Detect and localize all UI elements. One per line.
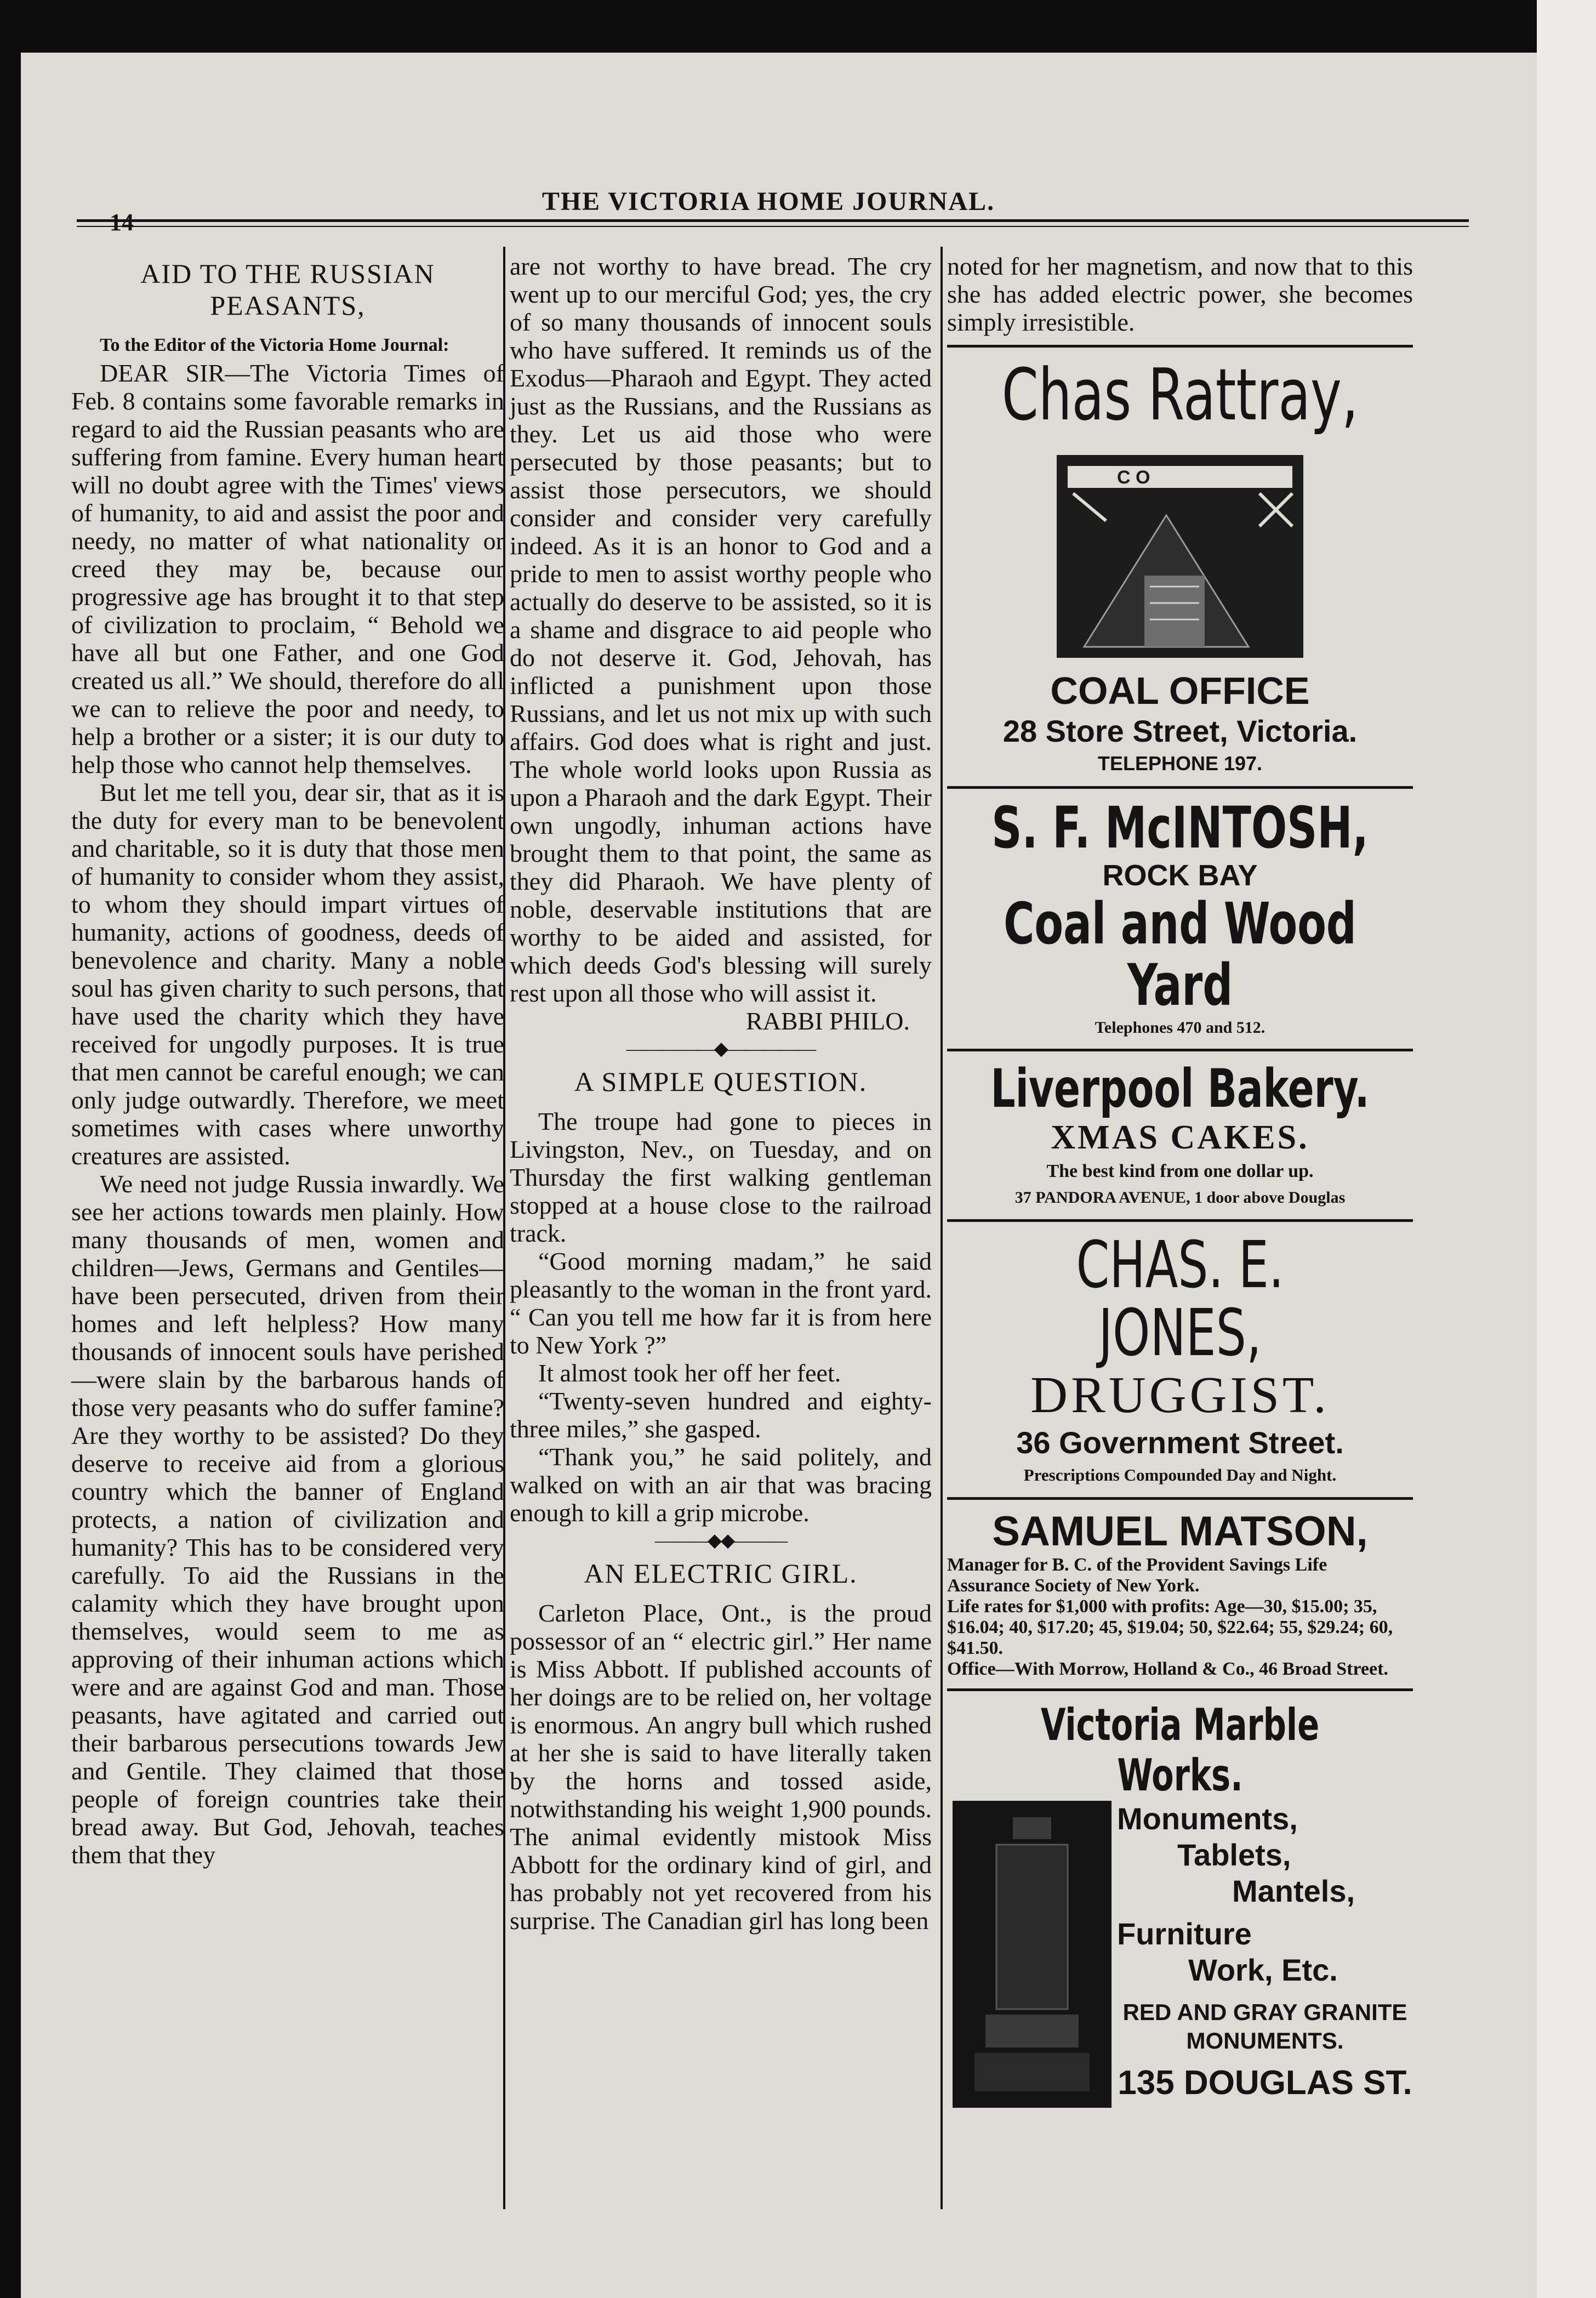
ad-rule bbox=[947, 1049, 1413, 1051]
ad-mcintosh-place: ROCK BAY bbox=[1102, 859, 1258, 892]
ad-marble-item: Furniture bbox=[1117, 1916, 1252, 1951]
paragraph: Carleton Place, Ont., is the proud possessor of an “ electric girl.” Her name is Miss Abbott. If published accounts of her doings are to be relied on, her voltage is enormous. An angry bull which rushed at her she is said to have literally taken by the horns and tossed aside, notwithstanding his weight 1,900 pounds. The animal evidently mistook Miss Abbott for the ordinary kind of girl, and has probably not yet recovered from his surprise. The Canadian girl has long been bbox=[510, 1599, 932, 1935]
ad-samuel-matson bbox=[947, 1509, 1413, 1680]
paragraph-continued: noted for her magnetism, and now that to this she has added electric power, she becomes simply irresistible. bbox=[947, 252, 1413, 336]
ad-liverpool-product: XMAS CAKES. bbox=[1051, 1119, 1309, 1156]
ad-mcintosh-telephones: Telephones 470 and 512. bbox=[1095, 1019, 1266, 1037]
paragraph: “Thank you,” he said politely, and walked on with an air that was bracing enough to kill a grip microbe. bbox=[510, 1443, 932, 1527]
ad-jones-tagline: Prescriptions Compounded Day and Night. bbox=[1023, 1465, 1337, 1484]
ad-marble-item: Work, Etc. bbox=[1188, 1953, 1338, 1987]
article-title-electric-girl: AN ELECTRIC GIRL. bbox=[584, 1558, 858, 1589]
ad-victoria-marble-works bbox=[947, 1700, 1413, 2108]
ad-chas-jones bbox=[947, 1227, 1413, 1488]
ad-rule bbox=[947, 1497, 1413, 1500]
monument-illustration bbox=[953, 1801, 1112, 2108]
ad-liverpool-address: 37 PANDORA AVENUE, 1 door above Douglas bbox=[1014, 1188, 1346, 1207]
editor-line: To the Editor of the Victoria Home Journal: bbox=[100, 335, 449, 355]
column-1 bbox=[71, 252, 504, 1869]
column-rule-2 bbox=[941, 247, 943, 2209]
paragraph: But let me tell you, dear sir, that as it is the duty for every man to be benevolent and charitable, so it is duty that those men of humanity to consider whom they assist, to whom they should impart virtues of humanity, actions of goodness, deeds of benevolence and charity. Many a noble soul has given charity to such persons, that have used the charity which they have received for ungodly purposes. It is true that men cannot be careful enough; we can only judge outwardly. Therefore, we meet sometimes with cases where unworthy creatures are assisted. bbox=[71, 778, 504, 1170]
ad-rattray bbox=[947, 353, 1413, 777]
ad-rattray-address: 28 Store Street, Victoria. bbox=[1002, 714, 1358, 748]
ad-marble-address: 135 DOUGLAS ST. bbox=[1118, 2064, 1412, 2102]
ad-jones-title: DRUGGIST. bbox=[1030, 1367, 1330, 1424]
ad-liverpool-name: Liverpool Bakery. bbox=[990, 1058, 1370, 1119]
ad-rule bbox=[947, 1688, 1413, 1691]
ad-marble-name: Victoria Marble Works. bbox=[1040, 1699, 1320, 1801]
divider-ornament: ―――――◆――――― bbox=[626, 1039, 816, 1059]
header-rule-thin bbox=[77, 226, 1469, 227]
ad-rattray-office: COAL OFFICE bbox=[1050, 669, 1310, 712]
coal-office-illustration bbox=[1051, 439, 1309, 663]
article-title-russian: AID TO THE RUSSIAN PEASANTS, bbox=[140, 258, 435, 321]
paragraph: DEAR SIR—The Victoria Times of Feb. 8 contains some favorable remarks in regard to aid the Russian peasants who are suffering from famine. Every human heart will no doubt agree with the Times' views of humanity, to aid and assist the poor and needy, no matter of what nationality or creed they may be, because our progressive age has brought it to that step of civilization to proclaim, “ Behold we have all but one Father, and one God created us all.” We should, therefore do all we can to relieve the poor and needy, to help a brother or a sister; it is our duty to help those who cannot help themselves. bbox=[71, 359, 504, 778]
page-header bbox=[0, 126, 1537, 236]
ad-mcintosh-name: S. F. McINTOSH, bbox=[991, 794, 1369, 861]
article-title-simple-question: A SIMPLE QUESTION. bbox=[574, 1066, 868, 1097]
ad-matson-line2: Life rates for $1,000 with profits: Age—30, $15.00; 35, $16.04; 40, $17.20; 45, $19.04; 50, $22.64; 55, $29.24; 60, $41.50. bbox=[947, 1596, 1393, 1658]
ad-marble-item: Tablets, bbox=[1177, 1838, 1291, 1872]
scan-margin bbox=[1537, 0, 1596, 2298]
page-number: 14 bbox=[110, 209, 134, 236]
ad-jones-address: 36 Government Street. bbox=[1016, 1425, 1344, 1460]
signature: RABBI PHILO. bbox=[745, 1007, 910, 1035]
ad-rattray-telephone: TELEPHONE 197. bbox=[1097, 752, 1263, 775]
svg-text:C O: C O bbox=[1117, 467, 1150, 488]
paragraph: We need not judge Russia inwardly. We see her actions towards men plainly. How many thousands of men, women and children—Jews, Germans and Gentiles—have been persecuted, driven from their homes and left helpless? How many thousands of innocent souls have perished—were slain by the barbarous hands of those very peasants who do suffer famine? Are they worthy to be assisted? Do they deserve to receive aid from a glorious country which the banner of England protects, a nation of civilization and humanity? This has to be considered very carefully. To aid the Russians in the calamity which they have brought upon themselves, would seem to me as approving of their inhuman actions which were and are against God and man. Those peasants, have agitated and carried out their barbarous persecutions towards Jew and Gentile. They claimed that those people of foreign countries take their bread away. But God, Jehovah, teaches them that they bbox=[71, 1170, 504, 1869]
journal-title: THE VICTORIA HOME JOURNAL. bbox=[542, 187, 995, 216]
paragraph: “Good morning madam,” he said pleasantly to the woman in the front yard. “ Can you tell me how far it is from here to New York ?” bbox=[510, 1247, 932, 1359]
header-rule bbox=[77, 219, 1469, 222]
column-3 bbox=[947, 252, 1413, 2108]
ad-rattray-name: Chas Rattray, bbox=[1001, 353, 1359, 436]
ad-matson-line3: Office—With Morrow, Holland & Co., 46 Broad Street. bbox=[947, 1659, 1388, 1679]
ad-marble-item: Mantels, bbox=[1232, 1874, 1355, 1908]
ad-liverpool-tagline: The best kind from one dollar up. bbox=[1046, 1161, 1314, 1181]
ad-matson-line1: Manager for B. C. of the Provident Savings Life Assurance Society of New York. bbox=[947, 1555, 1327, 1596]
paragraph: It almost took her off her feet. bbox=[538, 1359, 841, 1387]
paragraph: The troupe had gone to pieces in Livingston, Nev., on Tuesday, and on Thursday the first walking gentleman stopped at a house close to the railroad track. bbox=[510, 1107, 932, 1247]
ad-liverpool-bakery bbox=[947, 1060, 1413, 1210]
ad-mcintosh bbox=[947, 794, 1413, 1040]
ad-jones-name: CHAS. E. JONES, bbox=[1076, 1227, 1284, 1370]
ad-rule bbox=[947, 786, 1413, 789]
ad-rule bbox=[947, 1219, 1413, 1222]
ad-marble-granite: RED AND GRAY GRANITE MONUMENTS. bbox=[1122, 1999, 1407, 2054]
paragraph: “Twenty-seven hundred and eighty-three miles,” she gasped. bbox=[510, 1387, 932, 1443]
divider-ornament: ―――◆◆――― bbox=[654, 1531, 787, 1551]
ad-marble-body bbox=[947, 1801, 1413, 2108]
paragraph-continued: are not worthy to have bread. The cry went up to our merciful God; yes, the cry of so many thousands of innocent souls who have suffered. It reminds us of the Exodus—Pharaoh and Egypt. They acted just as the Russians, and the Russians as they. Let us aid those who were persecuted by those peasants; but to assist those persecutors, we should consider and consider very carefully indeed. As it is an honor to God and a pride to men to assist worthy people who actually do deserve to be assisted, so it is a shame and disgrace to aid people who do not deserve it. God, Jehovah, has inflicted a punishment upon those Russians, and let us not mix up with such affairs. God does what is right and just. The whole world looks upon Russia as upon a Pharaoh and the dark Egypt. Their own ungodly, inhuman actions have brought them to that point, the same as they did Pharaoh. We have plenty of noble, deservable institutions that are worthy to be aided and assisted, for which deeds God's blessing will surely rest upon all those who will assist it. bbox=[510, 252, 932, 1007]
column-2 bbox=[510, 252, 932, 1935]
ad-marble-item: Monuments, bbox=[1117, 1801, 1298, 1836]
ad-rule bbox=[947, 345, 1413, 348]
ad-matson-name: SAMUEL MATSON, bbox=[992, 1508, 1368, 1555]
ad-mcintosh-business: Coal and Wood Yard bbox=[1004, 890, 1356, 1019]
